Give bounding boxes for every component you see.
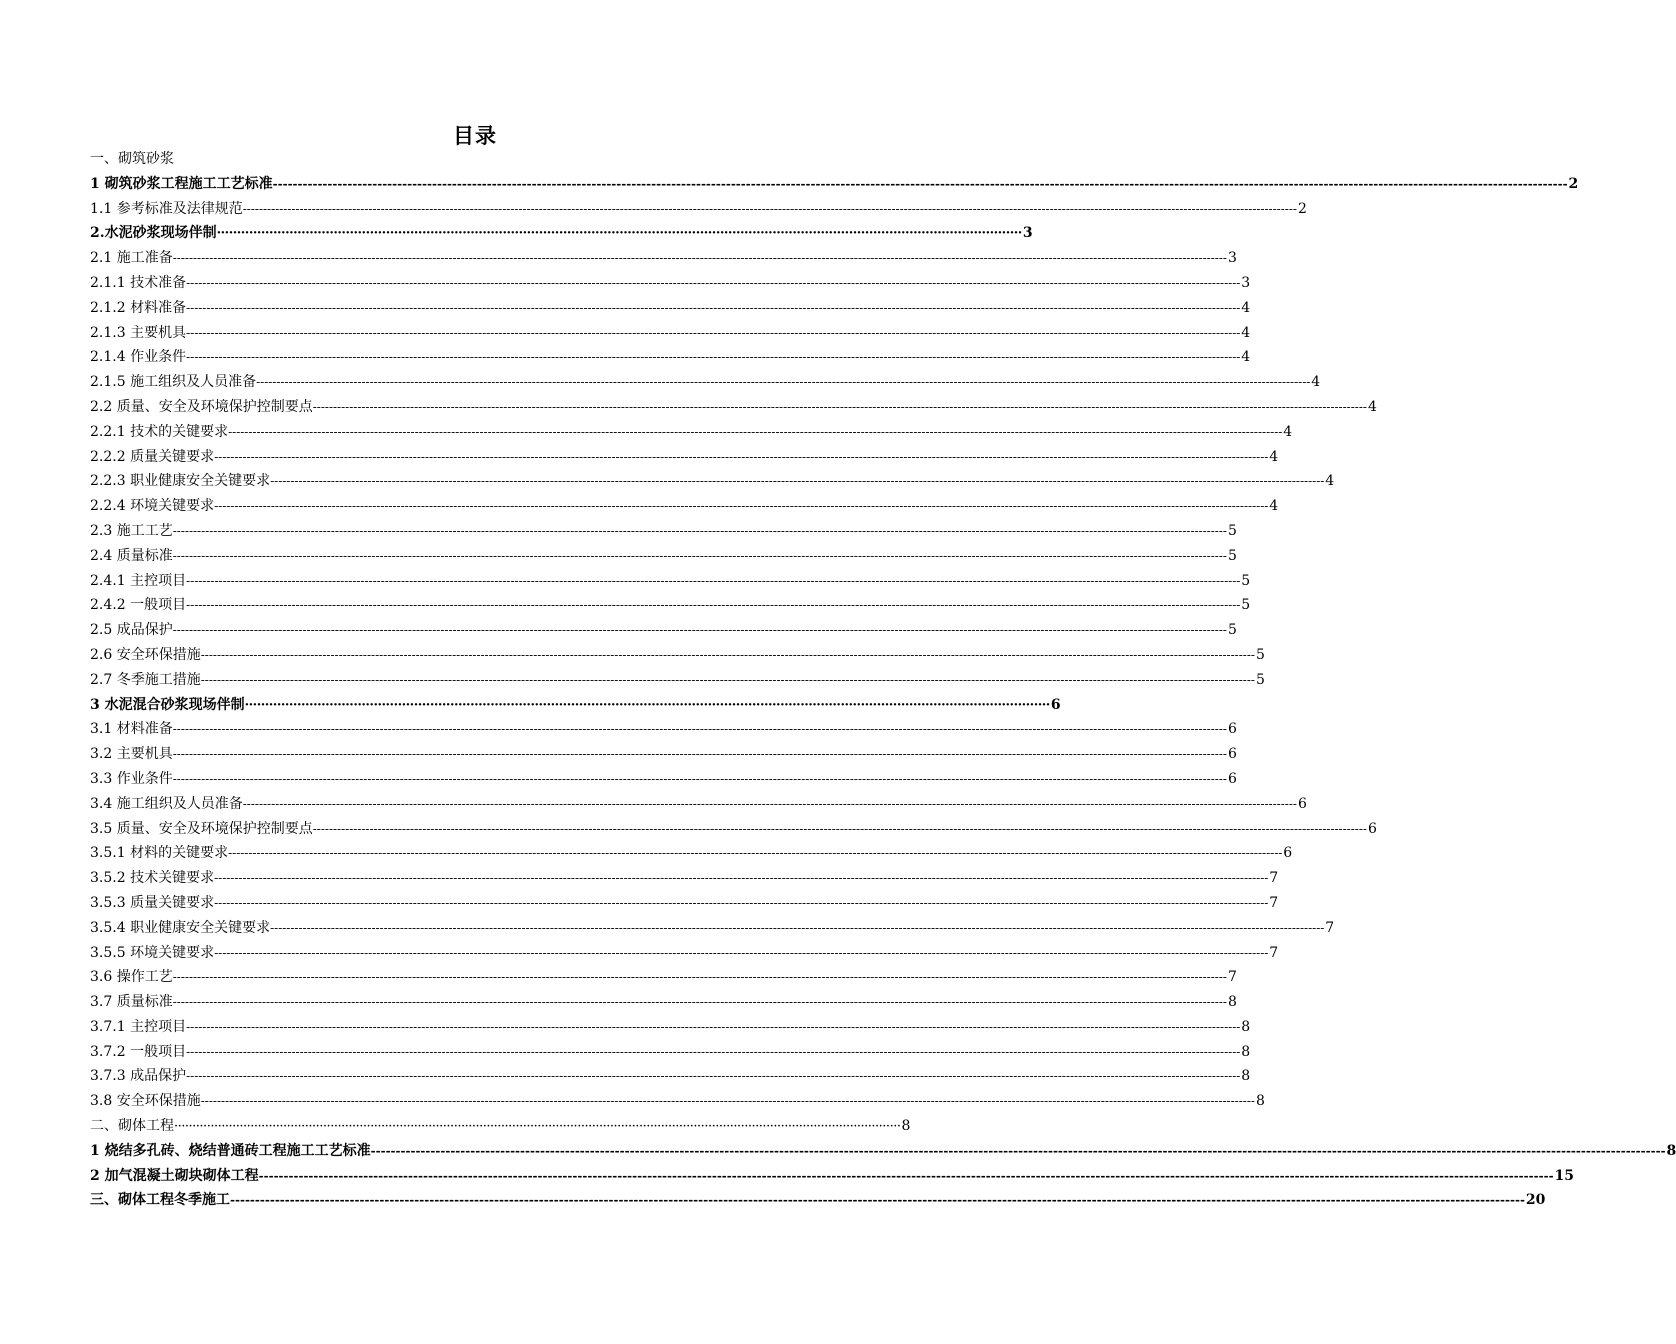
toc-leader: -------------------------------------------------------------------------------------------------------------------------------------------------------------------------------------------------------------------------------------------------------------------- [186,1019,1241,1034]
toc-entry[interactable] [90,1015,1251,1040]
toc-entry-label: 1 烧结多孔砖、烧结普通砖工程施工工艺标准 [90,1142,371,1159]
toc-entry[interactable] [90,717,1237,742]
toc-entry[interactable] [90,147,860,172]
toc-page-number: 3 [1227,250,1237,267]
toc-leader: -------------------------------------------------------------------------------------------------------------------------------------------------------------------------------------------------------------------------------------------------------------------- [186,1044,1241,1059]
toc-entry[interactable] [90,891,1279,916]
toc-entry-label: 2.2.4 环境关键要求 [90,498,215,515]
toc-entry-label: 2.1 施工准备 [90,250,173,267]
toc-leader: -------------------------------------------------------------------------------------------------------------------------------------------------------------------------------------------------------------------------------------------------------------------- [370,1143,1666,1158]
toc-entry-label: 3.7 质量标准 [90,994,173,1011]
toc-entry-label: 3.7.2 一般项目 [90,1043,187,1060]
toc-entry[interactable] [90,494,1279,519]
toc-leader: -------------------------------------------------------------------------------------------------------------------------------------------------------------------------------------------------------------------------------------------------------------------- [172,747,1227,762]
toc-entry-label: 2.1.4 作业条件 [90,349,187,366]
toc-entry-label: 3.5.1 材料的关键要求 [90,845,229,862]
toc-entry-label: 3.8 安全环保措施 [90,1093,201,1110]
toc-page-number: 6 [1227,721,1237,738]
toc-page-number: 6 [1283,845,1293,862]
toc-page-number: 7 [1325,919,1335,936]
toc-entry[interactable] [90,1114,911,1139]
toc-entry[interactable] [90,767,1237,792]
toc-entry-label: 2.2.3 职业健康安全关键要求 [90,473,271,490]
toc-leader: -------------------------------------------------------------------------------------------------------------------------------------------------------------------------------------------------------------------------------------------------------------------- [214,871,1269,886]
toc-page-number: 7 [1227,969,1237,986]
toc-entry-label: 3.3 作业条件 [90,770,173,787]
toc-entry[interactable] [90,420,1293,445]
toc-entry-label: 2 加气混凝土砌块砌体工程 [90,1167,259,1184]
toc-entry-label: 2.2 质量、安全及环境保护控制要点 [90,398,313,415]
toc-entry[interactable] [90,1188,1546,1213]
toc-entry-label: 3.5.2 技术关键要求 [90,870,215,887]
toc-entry[interactable] [90,693,1061,718]
toc-entry[interactable] [90,296,1251,321]
toc-page-number: 4 [1311,374,1321,391]
toc-leader: -------------------------------------------------------------------------------------------------------------------------------------------------------------------------------------------------------------------------------------------------------------------- [172,251,1227,266]
toc-page-number: 5 [1241,572,1251,589]
toc-entry-label: 3.5.4 职业健康安全关键要求 [90,919,271,936]
toc-entry[interactable] [90,246,1237,271]
toc-entry[interactable] [90,221,1033,246]
toc-leader: -------------------------------------------------------------------------------------------------------------------------------------------------------------------------------------------------------------------------------------------------------------------- [312,399,1367,414]
toc-entry-label: 3.5.5 环境关键要求 [90,944,215,961]
toc-leader: -------------------------------------------------------------------------------------------------------------------------------------------------------------------------------------------------------------------------------------------------------------------- [200,647,1255,662]
toc-leader: -------------------------------------------------------------------------------------------------------------------------------------------------------------------------------------------------------------------------------------------------------------------- [172,970,1227,985]
toc-leader: -------------------------------------------------------------------------------------------------------------------------------------------------------------------------------------------------------------------------------------------------------------------- [258,1168,1554,1183]
toc-entry-label: 2.4 质量标准 [90,547,173,564]
toc-page-number: 5 [1227,547,1237,564]
toc-page-number: 8 [1241,1043,1251,1060]
toc-page-number: 4 [1241,299,1251,316]
toc-entry-label: 2.4.2 一般项目 [90,597,187,614]
toc-page-number: 4 [1241,324,1251,341]
toc-entry[interactable] [90,445,1279,470]
toc-entry-label: 2.6 安全环保措施 [90,646,201,663]
toc-entry[interactable] [90,1089,1265,1114]
toc-entry[interactable] [90,569,1251,594]
toc-page-number: 3 [1241,274,1251,291]
toc-leader: -------------------------------------------------------------------------------------------------------------------------------------------------------------------------------------------------------------------------------------------------------------------- [270,920,1325,935]
toc-leader: -------------------------------------------------------------------------------------------------------------------------------------------------------------------------------------------------------------------------------------------------------------------- [242,796,1297,811]
toc-entry[interactable] [90,941,1279,966]
toc-entry[interactable] [90,866,1279,891]
toc-entry[interactable] [90,1064,1251,1089]
toc-page-number: 5 [1227,622,1237,639]
toc-entry[interactable] [90,1139,1676,1164]
toc-page-number: 4 [1367,398,1377,415]
toc-leader: -------------------------------------------------------------------------------------------------------------------------------------------------------------------------------------------------------------------------------------------------------------------- [186,300,1241,315]
toc-entry[interactable] [90,916,1335,941]
toc-entry-label: 一、砌筑砂浆 [90,151,174,167]
toc-entry-label: 1.1 参考标准及法律规范 [90,200,243,217]
toc-entry-label: 2.1.3 主要机具 [90,324,187,341]
toc-entry[interactable] [90,395,1377,420]
toc-page-number: 2 [1568,175,1579,192]
toc-leader: -------------------------------------------------------------------------------------------------------------------------------------------------------------------------------------------------------------------------------------------------------------------- [230,1193,1525,1208]
toc-entry-label: 1 砌筑砂浆工程施工工艺标准 [90,175,273,192]
toc-leader: -------------------------------------------------------------------------------------------------------------------------------------------------------------------------------------------------------------------------------------------------------------------- [214,945,1269,960]
toc-entry-label: 3.5 质量、安全及环境保护控制要点 [90,820,313,837]
toc-page-number: 5 [1241,597,1251,614]
toc-leader: -------------------------------------------------------------------------------------------------------------------------------------------------------------------------------------------------------------------------------------------------------------------- [172,523,1227,538]
toc-leader: ········································································································································································································ [216,226,1022,242]
toc-page-number: 8 [1241,1068,1251,1085]
toc-leader: -------------------------------------------------------------------------------------------------------------------------------------------------------------------------------------------------------------------------------------------------------------------- [312,821,1367,836]
toc-entry[interactable] [90,469,1335,494]
toc-entry-label: 3.7.3 成品保护 [90,1068,187,1085]
toc-entry[interactable] [90,172,1579,197]
toc-page-number: 8 [1241,1018,1251,1035]
toc-page-number: 15 [1554,1167,1575,1184]
toc-leader: -------------------------------------------------------------------------------------------------------------------------------------------------------------------------------------------------------------------------------------------------------------------- [186,573,1241,588]
toc-page-number: 4 [1325,473,1335,490]
toc-page-number: 8 [1227,994,1237,1011]
toc-entry-label: 2.1.1 技术准备 [90,274,187,291]
toc-page-number: 6 [1227,770,1237,787]
toc-page-number: 7 [1269,944,1279,961]
toc-entry[interactable] [90,817,1377,842]
toc-entry-label: 二、砌体工程 [90,1118,174,1135]
toc-leader: -------------------------------------------------------------------------------------------------------------------------------------------------------------------------------------------------------------------------------------------------------------------- [214,499,1269,514]
toc-page-number: 2 [1297,200,1307,217]
toc-leader: -------------------------------------------------------------------------------------------------------------------------------------------------------------------------------------------------------------------------------------------------------------------- [172,995,1227,1010]
toc-entry-label: 2.5 成品保护 [90,622,173,639]
toc-entry[interactable] [90,593,1251,618]
toc-entry-label: 3.6 操作工艺 [90,969,173,986]
toc-page-number: 4 [1283,423,1293,440]
toc-page-number: 8 [1666,1142,1676,1159]
toc-page-number: 7 [1269,894,1279,911]
toc-entry[interactable] [90,321,1251,346]
toc-leader: -------------------------------------------------------------------------------------------------------------------------------------------------------------------------------------------------------------------------------------------------------------------- [172,771,1227,786]
toc-entry-label: 3.2 主要机具 [90,746,173,763]
toc-leader: -------------------------------------------------------------------------------------------------------------------------------------------------------------------------------------------------------------------------------------------------------------------- [228,424,1283,439]
toc-leader: -------------------------------------------------------------------------------------------------------------------------------------------------------------------------------------------------------------------------------------------------------------------- [214,895,1269,910]
toc-entry[interactable] [90,668,1265,693]
toc-entry[interactable] [90,544,1237,569]
toc-entry-label: 2.7 冬季施工措施 [90,671,201,688]
toc-leader: -------------------------------------------------------------------------------------------------------------------------------------------------------------------------------------------------------------------------------------------------------------------- [272,176,1568,191]
toc-page-number: 5 [1255,671,1265,688]
toc-entry[interactable] [90,841,1293,866]
toc-page-number: 4 [1241,349,1251,366]
toc-leader: -------------------------------------------------------------------------------------------------------------------------------------------------------------------------------------------------------------------------------------------------------------------- [186,325,1241,340]
toc-page-number: 5 [1227,522,1237,539]
toc-entry-label: 2.2.2 质量关键要求 [90,448,215,465]
toc-page-number: 4 [1269,448,1279,465]
toc-entry[interactable] [90,742,1237,767]
toc-page-number: 3 [1022,225,1033,242]
toc-entry[interactable] [90,370,1321,395]
toc-leader: -------------------------------------------------------------------------------------------------------------------------------------------------------------------------------------------------------------------------------------------------------------------- [172,623,1227,638]
toc-entry[interactable] [90,197,1307,222]
toc-leader: -------------------------------------------------------------------------------------------------------------------------------------------------------------------------------------------------------------------------------------------------------------------- [186,1069,1241,1084]
toc-leader: -------------------------------------------------------------------------------------------------------------------------------------------------------------------------------------------------------------------------------------------------------------------- [242,201,1297,216]
toc-entry-label: 2.3 施工工艺 [90,522,173,539]
toc-page-number: 5 [1255,646,1265,663]
toc-entry[interactable] [90,643,1265,668]
toc-entry-label: 2.2.1 技术的关键要求 [90,423,229,440]
toc-entry[interactable] [90,345,1251,370]
toc-page-number: 6 [1367,820,1377,837]
toc-page-number: 8 [901,1118,911,1135]
toc-leader: -------------------------------------------------------------------------------------------------------------------------------------------------------------------------------------------------------------------------------------------------------------------- [200,1094,1255,1109]
toc-entry[interactable] [90,792,1307,817]
toc-entry-label: 三、砌体工程冬季施工 [90,1192,230,1209]
toc-leader: -------------------------------------------------------------------------------------------------------------------------------------------------------------------------------------------------------------------------------------------------------------------- [256,375,1311,390]
toc-leader: -------------------------------------------------------------------------------------------------------------------------------------------------------------------------------------------------------------------------------------------------------------------- [200,672,1255,687]
toc-entry-label: 3.1 材料准备 [90,721,173,738]
toc-page-number: 4 [1269,498,1279,515]
toc-entry-label: 3 水泥混合砂浆现场伴制 [90,696,245,713]
toc-leader: -------------------------------------------------------------------------------------------------------------------------------------------------------------------------------------------------------------------------------------------------------------------- [172,722,1227,737]
toc-leader: ········································································································································································································ [244,697,1050,713]
toc-entry[interactable] [90,618,1237,643]
toc-leader: -------------------------------------------------------------------------------------------------------------------------------------------------------------------------------------------------------------------------------------------------------------------- [172,548,1227,563]
toc-entry-label: 3.4 施工组织及人员准备 [90,795,243,812]
toc-entry-label: 2.1.2 材料准备 [90,299,187,316]
toc-entry[interactable] [90,519,1237,544]
toc-entry-label: 2.1.5 施工组织及人员准备 [90,374,257,391]
toc-page-number: 8 [1255,1093,1265,1110]
toc-leader: -------------------------------------------------------------------------------------------------------------------------------------------------------------------------------------------------------------------------------------------------------------------- [270,474,1325,489]
toc-entry-label: 3.5.3 质量关键要求 [90,894,215,911]
toc-entry-label: 3.7.1 主控项目 [90,1018,187,1035]
toc-entry[interactable] [90,1040,1251,1065]
toc-page-number: 6 [1297,795,1307,812]
toc-entry-label: 2.水泥砂浆现场伴制 [90,225,217,242]
toc-entry-label: 2.4.1 主控项目 [90,572,187,589]
toc-entry[interactable] [90,1164,1575,1189]
page-title: 目录 [453,124,497,148]
table-of-contents [90,147,1676,1213]
toc-leader: -------------------------------------------------------------------------------------------------------------------------------------------------------------------------------------------------------------------------------------------------------------------- [228,846,1283,861]
toc-page-number: 6 [1050,696,1061,713]
toc-entry[interactable] [90,965,1237,990]
toc-entry[interactable] [90,271,1251,296]
toc-page-number: 6 [1227,746,1237,763]
toc-leader: -------------------------------------------------------------------------------------------------------------------------------------------------------------------------------------------------------------------------------------------------------------------- [214,449,1269,464]
toc-leader: ········································································································································································································ [174,1119,901,1135]
toc-leader: -------------------------------------------------------------------------------------------------------------------------------------------------------------------------------------------------------------------------------------------------------------------- [186,350,1241,365]
toc-page-number: 7 [1269,870,1279,887]
toc-leader: -------------------------------------------------------------------------------------------------------------------------------------------------------------------------------------------------------------------------------------------------------------------- [186,275,1241,290]
toc-entry[interactable] [90,990,1237,1015]
toc-leader: -------------------------------------------------------------------------------------------------------------------------------------------------------------------------------------------------------------------------------------------------------------------- [186,598,1241,613]
toc-page-number: 20 [1525,1192,1546,1209]
